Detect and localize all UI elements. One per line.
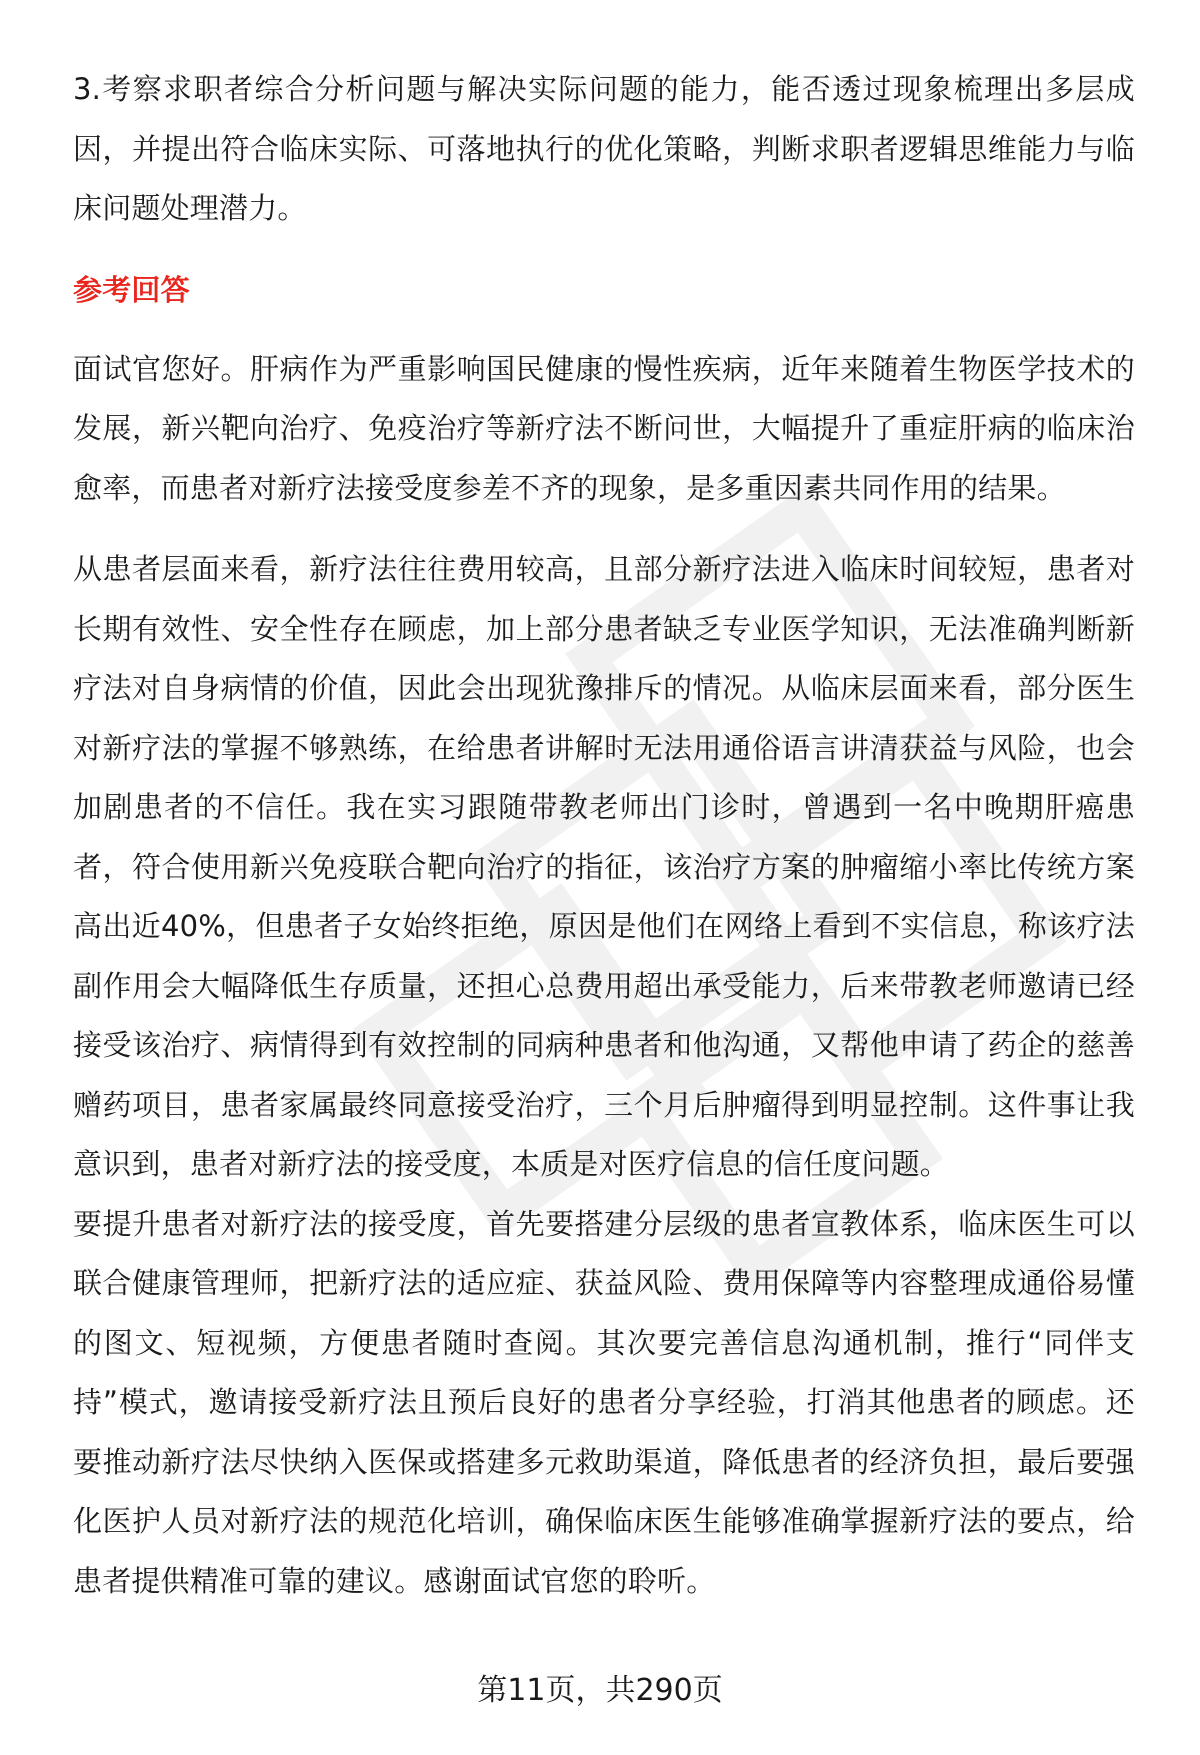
paragraph-answer-1: 面试官您好。肝病作为严重影响国民健康的慢性疾病，近年来随着生物医学技术的发展，新兴靶向治疗、免疫治疗等新疗法不断问世，大幅提升了重症肝病的临床治愈率，而患者对新疗法接受度参差不齐的现象，是多重因素共同作用的结果。: [73, 351, 1135, 505]
paragraph-answer-2: 从患者层面来看，新疗法往往费用较高，且部分新疗法进入临床时间较短，患者对长期有效性、安全性存在顾虑，加上部分患者缺乏专业医学知识，无法准确判断新疗法对自身病情的价值，因此会出现犹豫排斥的情况。从临床层面来看，部分医生对新疗法的掌握不够熟练，在给患者讲解时无法用通俗语言讲清获益与风险，也会加剧患者的不信任。我在实习跟随带教老师出门诊时，曾遇到一名中晚期肝癌患者，符合使用新兴免疫联合靶向治疗的指征，该治疗方案的肿瘤缩小率比传统方案高出近40%，但患者子女始终拒绝，原因是他们在网络上看到不实信息，称该疗法副作用会大幅降低生存质量，还担心总费用超出承受能力，后来带教老师邀请已经接受该治疗、病情得到有效控制的同病种患者和他沟通，又帮他申请了药企的慈善赠药项目，患者家属最终同意接受治疗，三个月后肿瘤得到明显控制。这件事让我意识到，患者对新疗法的接受度，本质是对医疗信息的信任度问题。: [73, 552, 1135, 1181]
paragraph-criteria-3: 3.考察求职者综合分析问题与解决实际问题的能力，能否透过现象梳理出多层成因，并提出符合临床实际、可落地执行的优化策略，判断求职者逻辑思维能力与临床问题处理潜力。: [73, 72, 1135, 225]
document-body: [73, 60, 1135, 1611]
reference-answer-heading: 参考回答: [73, 272, 190, 307]
paragraph-answer-3: 要提升患者对新疗法的接受度，首先要搭建分层级的患者宣教体系，临床医生可以联合健康管理师，把新疗法的适应症、获益风险、费用保障等内容整理成通俗易懂的图文、短视频，方便患者随时查阅。其次要完善信息沟通机制，推行“同伴支持”模式，邀请接受新疗法且预后良好的患者分享经验，打消其他患者的顾虑。还要推动新疗法尽快纳入医保或搭建多元救助渠道，降低患者的经济负担，最后要强化医护人员对新疗法的规范化培训，确保临床医生能够准确掌握新疗法的要点，给患者提供精准可靠的建议。感谢面试官您的聆听。: [73, 1206, 1135, 1598]
page-number-footer: 第11页，共290页: [477, 1673, 723, 1708]
